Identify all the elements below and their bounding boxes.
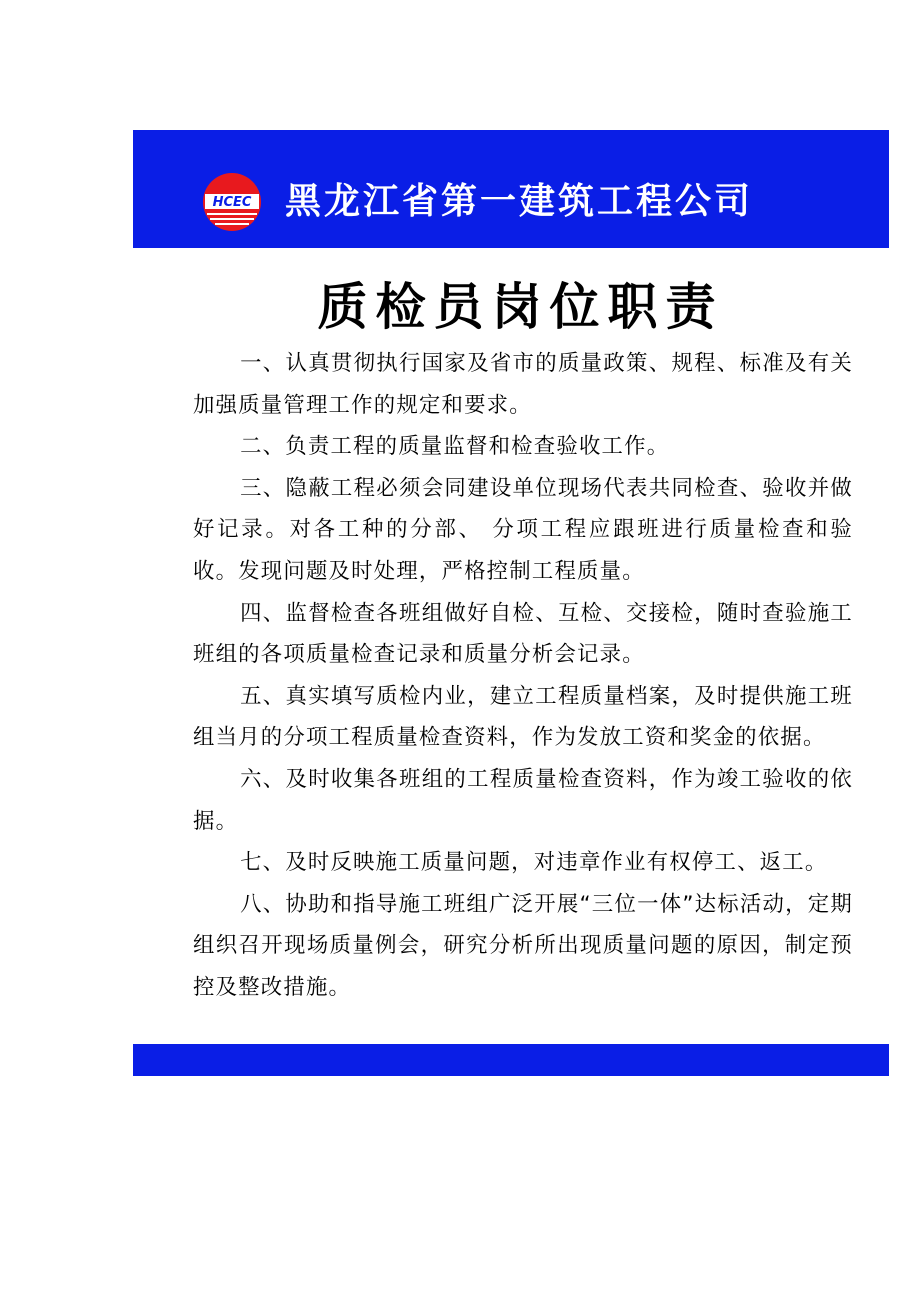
duty-paragraph-7: 七、及时反映施工质量问题，对违章作业有权停工、返工。	[240, 850, 828, 876]
footer-banner	[133, 1044, 889, 1076]
company-name: 黑龙江省第一建筑工程公司	[285, 181, 754, 222]
duty-paragraph-8: 八、协助和指导施工班组广泛开展“三位一体”达标活动，定期组织召开现场质量例会，研究分析所出现质量问题的原因，制定预控及整改措施。	[193, 891, 853, 1000]
company-logo	[197, 171, 267, 233]
duty-paragraph-4: 四、监督检查各班组做好自检、互检、交接检，随时查验施工班组的各项质量检查记录和质量分析会记录。	[193, 600, 853, 668]
header-banner	[133, 130, 889, 248]
logo-text: HCEC	[212, 195, 252, 210]
duty-paragraph-5: 五、真实填写质检内业，建立工程质量档案，及时提供施工班组当月的分项工程质量检查资料，作为发放工资和奖金的依据。	[193, 683, 853, 751]
duty-paragraph-6: 六、及时收集各班组的工程质量检查资料，作为竣工验收的依据。	[193, 766, 853, 834]
duty-paragraph-3: 三、隐蔽工程必须会同建设单位现场代表共同检查、验收并做好记录。对各工种的分部、 分项工程应跟班进行质量检查和验收。发现问题及时处理，严格控制工程质量。	[193, 475, 853, 584]
duty-paragraph-1: 一、认真贯彻执行国家及省市的质量政策、规程、标准及有关加强质量管理工作的规定和要求。	[193, 351, 853, 418]
document-body	[193, 343, 853, 1009]
duty-paragraph-2: 二、负责工程的质量监督和检查验收工作。	[240, 434, 670, 460]
document-title: 质检员岗位职责	[317, 278, 724, 336]
